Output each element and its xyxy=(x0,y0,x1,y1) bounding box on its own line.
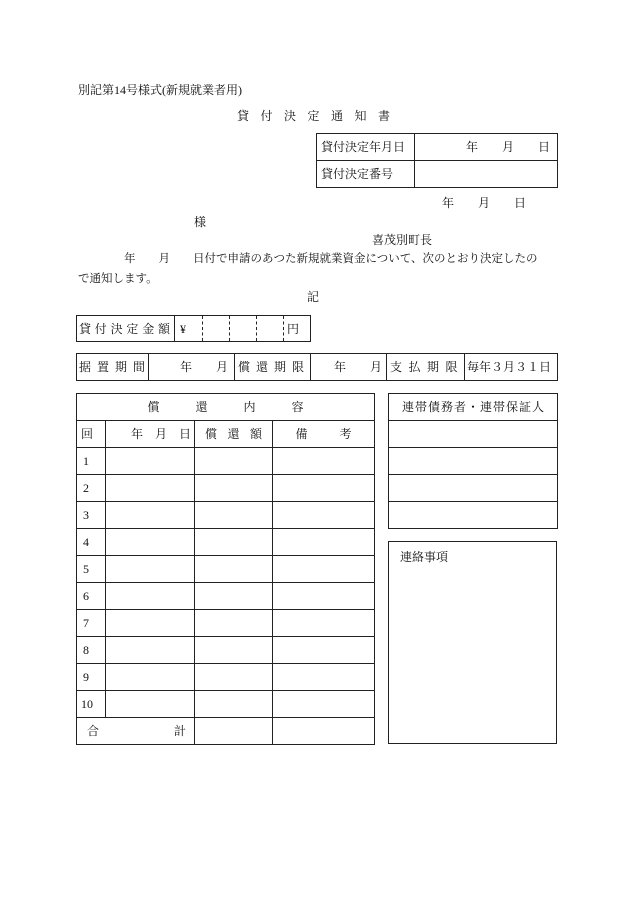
date-cell xyxy=(106,637,195,664)
amount-label xyxy=(77,316,175,342)
amount-cell xyxy=(195,529,273,556)
co-signer-title xyxy=(389,394,558,421)
grace-period-label-text: 据置期間 xyxy=(79,360,152,374)
table-row xyxy=(77,529,375,556)
grace-period-value: 年 月 xyxy=(149,354,235,381)
amount-cell xyxy=(195,664,273,691)
payment-due-label-text: 支払期限 xyxy=(390,360,465,374)
header-date-text: 年月日 xyxy=(130,427,203,441)
remarks-cell xyxy=(273,637,375,664)
addressee-honorific: 様 xyxy=(194,215,207,229)
document-title: 貸付決定通知書 xyxy=(237,109,402,123)
table-row xyxy=(77,502,375,529)
notation-mark: 記 xyxy=(307,290,320,304)
decision-info-table xyxy=(316,133,558,188)
date-cell xyxy=(106,691,195,718)
remarks-cell xyxy=(273,475,375,502)
remarks-cell xyxy=(273,664,375,691)
decision-number-value xyxy=(415,161,558,188)
date-cell xyxy=(106,475,195,502)
row-number: 6 xyxy=(77,583,106,610)
amount-cell xyxy=(195,583,273,610)
row-number: 3 xyxy=(77,502,106,529)
amount-unit: 円 xyxy=(284,316,311,342)
row-number: 9 xyxy=(77,664,106,691)
remarks-cell xyxy=(273,556,375,583)
total-remarks-cell xyxy=(273,718,375,745)
table-row xyxy=(77,556,375,583)
row-number: 5 xyxy=(77,556,106,583)
table-row xyxy=(77,691,375,718)
co-signer-cell xyxy=(389,475,558,502)
remarks-cell xyxy=(273,691,375,718)
total-row xyxy=(77,718,375,745)
co-signer-title-row xyxy=(389,394,558,421)
table-row xyxy=(77,448,375,475)
header-amount xyxy=(195,421,273,448)
repayment-title-row xyxy=(77,394,375,421)
header-amount-text: 償還額 xyxy=(204,427,273,441)
amount-cell xyxy=(195,691,273,718)
amount-digit-cell xyxy=(257,316,284,342)
payment-due-label xyxy=(387,354,465,381)
table-row xyxy=(77,664,375,691)
co-signer-table xyxy=(388,393,558,529)
notes-box xyxy=(388,541,557,744)
date-cell xyxy=(106,502,195,529)
repayment-deadline-value: 年 月 xyxy=(311,354,387,381)
decision-date-value: 年 月 日 xyxy=(415,134,558,161)
remarks-cell xyxy=(273,448,375,475)
row-number: 1 xyxy=(77,448,106,475)
decision-number-row xyxy=(317,161,558,188)
amount-cell xyxy=(195,610,273,637)
repayment-table xyxy=(76,393,384,745)
form-number-label: 別記第14号様式(新規就業者用) xyxy=(78,83,242,97)
decision-date-row xyxy=(317,134,558,161)
co-signer-cell xyxy=(389,448,558,475)
co-signer-row xyxy=(389,448,558,475)
row-number: 10 xyxy=(77,691,106,718)
row-number: 7 xyxy=(77,610,106,637)
row-number: 4 xyxy=(77,529,106,556)
co-signer-cell xyxy=(389,502,558,529)
remarks-cell xyxy=(273,502,375,529)
co-signer-row xyxy=(389,421,558,448)
header-date xyxy=(106,421,203,448)
grace-period-label xyxy=(77,354,152,381)
table-row xyxy=(77,475,375,502)
table-row xyxy=(77,583,375,610)
remarks-cell xyxy=(273,583,375,610)
amount-label-text: 貸付決定金額 xyxy=(79,321,174,336)
payment-due-value: 毎年３月３１日 xyxy=(465,354,558,381)
amount-cell xyxy=(195,475,273,502)
yen-symbol: ¥ xyxy=(175,316,203,342)
amount-cell xyxy=(195,556,273,583)
co-signer-title-text: 連帯債務者・連帯保証人 xyxy=(401,400,545,414)
repayment-header-row xyxy=(77,421,375,448)
remarks-cell xyxy=(273,610,375,637)
co-signer-row xyxy=(389,475,558,502)
date-cell xyxy=(106,448,195,475)
notes-label: 連絡事項 xyxy=(400,550,449,564)
row-number: 8 xyxy=(77,637,106,664)
date-cell xyxy=(106,664,195,691)
amount-table xyxy=(76,315,311,342)
table-row xyxy=(77,610,375,637)
date-cell xyxy=(106,556,195,583)
amount-digit-cell xyxy=(230,316,257,342)
decision-date-label: 貸付決定年月日 xyxy=(317,134,415,161)
repayment-deadline-label-text: 償還期限 xyxy=(238,360,311,374)
remarks-cell xyxy=(273,529,375,556)
body-text-line-1: 年 月 日付で申請のあつた新規就業資金について、次のとおり決定したの xyxy=(124,253,538,265)
date-cell xyxy=(106,610,195,637)
amount-cell xyxy=(195,448,273,475)
decision-number-label: 貸付決定番号 xyxy=(317,161,415,188)
row-number: 2 xyxy=(77,475,106,502)
date-cell xyxy=(106,583,195,610)
co-signer-cell xyxy=(389,421,558,448)
table-row xyxy=(77,637,375,664)
issuer-name: 喜茂別町長 xyxy=(372,233,433,247)
repayment-table-title xyxy=(77,394,375,421)
period-row xyxy=(77,354,558,381)
amount-cell xyxy=(195,502,273,529)
amount-digit-cell xyxy=(203,316,230,342)
header-round: 回 xyxy=(77,421,106,448)
co-signer-row xyxy=(389,502,558,529)
amount-row xyxy=(77,316,311,342)
body-text-line-2: で通知します。 xyxy=(78,273,158,285)
date-cell xyxy=(106,529,195,556)
repayment-table-title-text: 償還内容 xyxy=(147,400,340,414)
issue-date: 年 月 日 xyxy=(442,196,527,210)
period-table xyxy=(76,353,558,381)
repayment-deadline-label xyxy=(235,354,311,381)
header-remarks xyxy=(273,421,384,448)
amount-cell xyxy=(195,637,273,664)
header-remarks-text: 備考 xyxy=(295,427,384,441)
total-label xyxy=(77,718,262,745)
total-label-text: 合計 xyxy=(87,724,262,738)
